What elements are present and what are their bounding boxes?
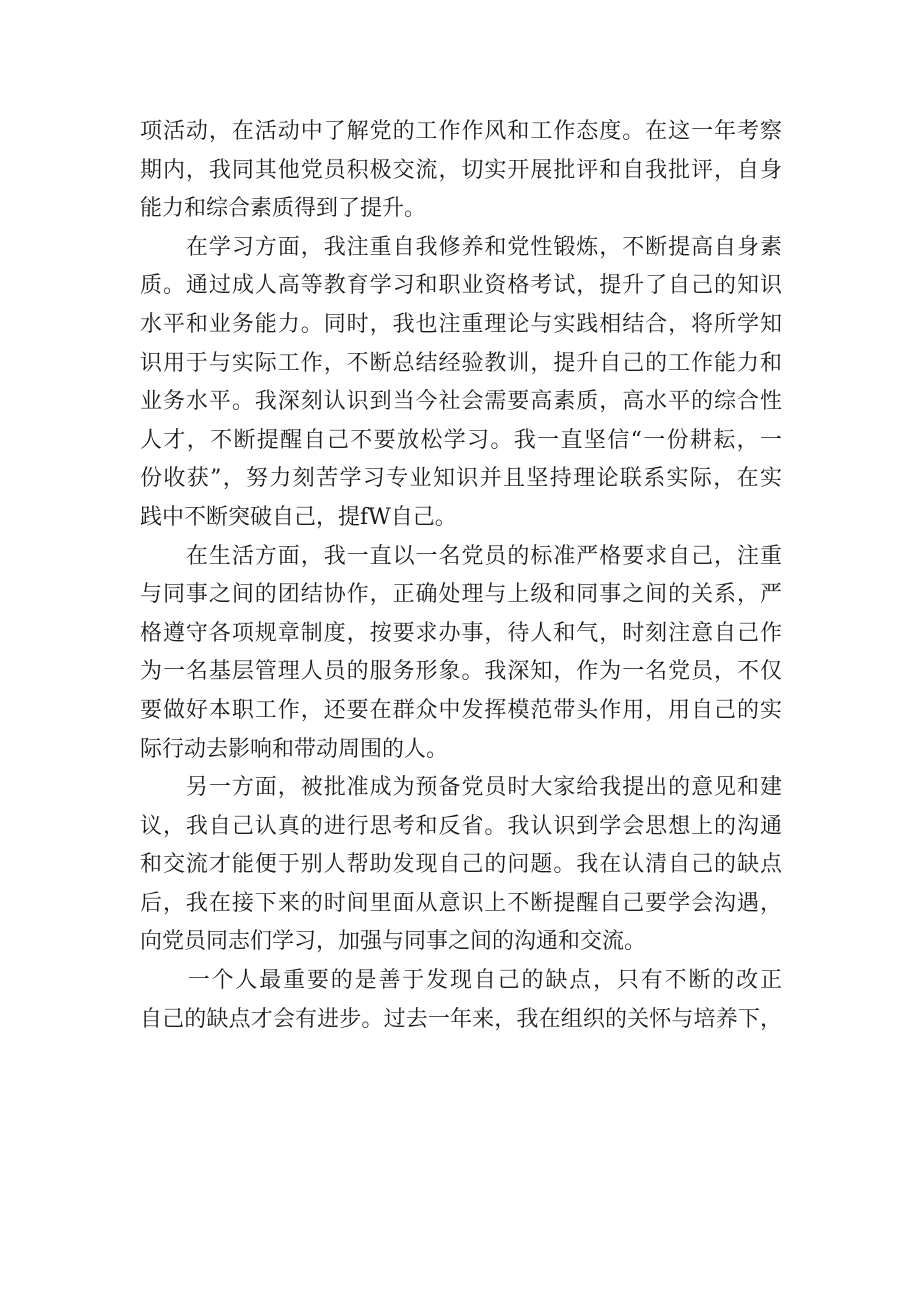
text-line: 在生活方面，我一直以一名党员的标准严格要求自己，注重 [140, 543, 782, 569]
text-line: 在学习方面，我注重自我修养和党性锻炼，不断提高自身素 [140, 234, 782, 260]
text-line: 自己的缺点才会有进步。过去一年来，我在组织的关怀与培养下， [140, 1006, 782, 1032]
text-line: 质。通过成人高等教育学习和职业资格考试，提升了自己的知识 [140, 273, 782, 299]
text-line: 和交流才能便于别人帮助发现自己的问题。我在认清自己的缺点 [140, 852, 782, 878]
text-line: 格遵守各项规章制度，按要求办事，待人和气，时刻注意自己作 [140, 620, 782, 646]
text-line: 后，我在接下来的时间里面从意识上不断提醒自己要学会沟遇， [140, 890, 782, 916]
text-line: 与同事之间的团结协作，正确处理与上级和同事之间的关系，严 [140, 582, 782, 608]
paragraph [140, 962, 782, 1039]
paragraph [140, 769, 782, 962]
text-line: 人才，不断提醒自己不要放松学习。我一直坚信“一份耕耘，一 [140, 427, 782, 453]
text-line: 业务水平。我深刻认识到当今社会需要高素质，高水平的综合性 [140, 389, 782, 415]
text-line: 议，我自己认真的进行思考和反省。我认识到学会思想上的沟通 [140, 813, 782, 839]
paragraph [140, 229, 782, 538]
text-line: 份收获”，努力刻苦学习专业知识并且坚持理论联系实际，在实 [140, 466, 782, 492]
text-line: 水平和业务能力。同时，我也注重理论与实践相结合，将所学知 [140, 311, 782, 337]
text-line: 项活动，在活动中了解党的工作作风和工作态度。在这一年考察 [140, 119, 782, 144]
paragraph [140, 113, 782, 229]
text-line: 要做好本职工作，还要在群众中发挥模范带头作用，用自己的实 [140, 697, 782, 723]
text-line: 向党员同志们学习，加强与同事之间的沟通和交流。 [140, 929, 647, 955]
document-body [140, 113, 782, 1039]
paragraph [140, 538, 782, 770]
text-line: 另一方面，被批准成为预备党员时大家给我提出的意见和建 [140, 775, 782, 801]
text-line: 一个人最重要的是善于发现自己的缺点，只有不断的改正 [140, 968, 782, 994]
text-line: 识用于与实际工作，不断总结经验教训，提升自己的工作能力和 [140, 350, 782, 376]
text-line: 期内，我同其他党员积极交流，切实开展批评和自我批评，自身 [140, 157, 782, 183]
text-line: 为一名基层管理人员的服务形象。我深知，作为一名党员，不仅 [140, 659, 782, 685]
text-line: 践中不断突破自己，提fW自己。 [140, 504, 457, 530]
text-line: 际行动去影响和带动周围的人。 [140, 736, 449, 762]
text-line: 能力和综合素质得到了提升。 [140, 196, 427, 222]
